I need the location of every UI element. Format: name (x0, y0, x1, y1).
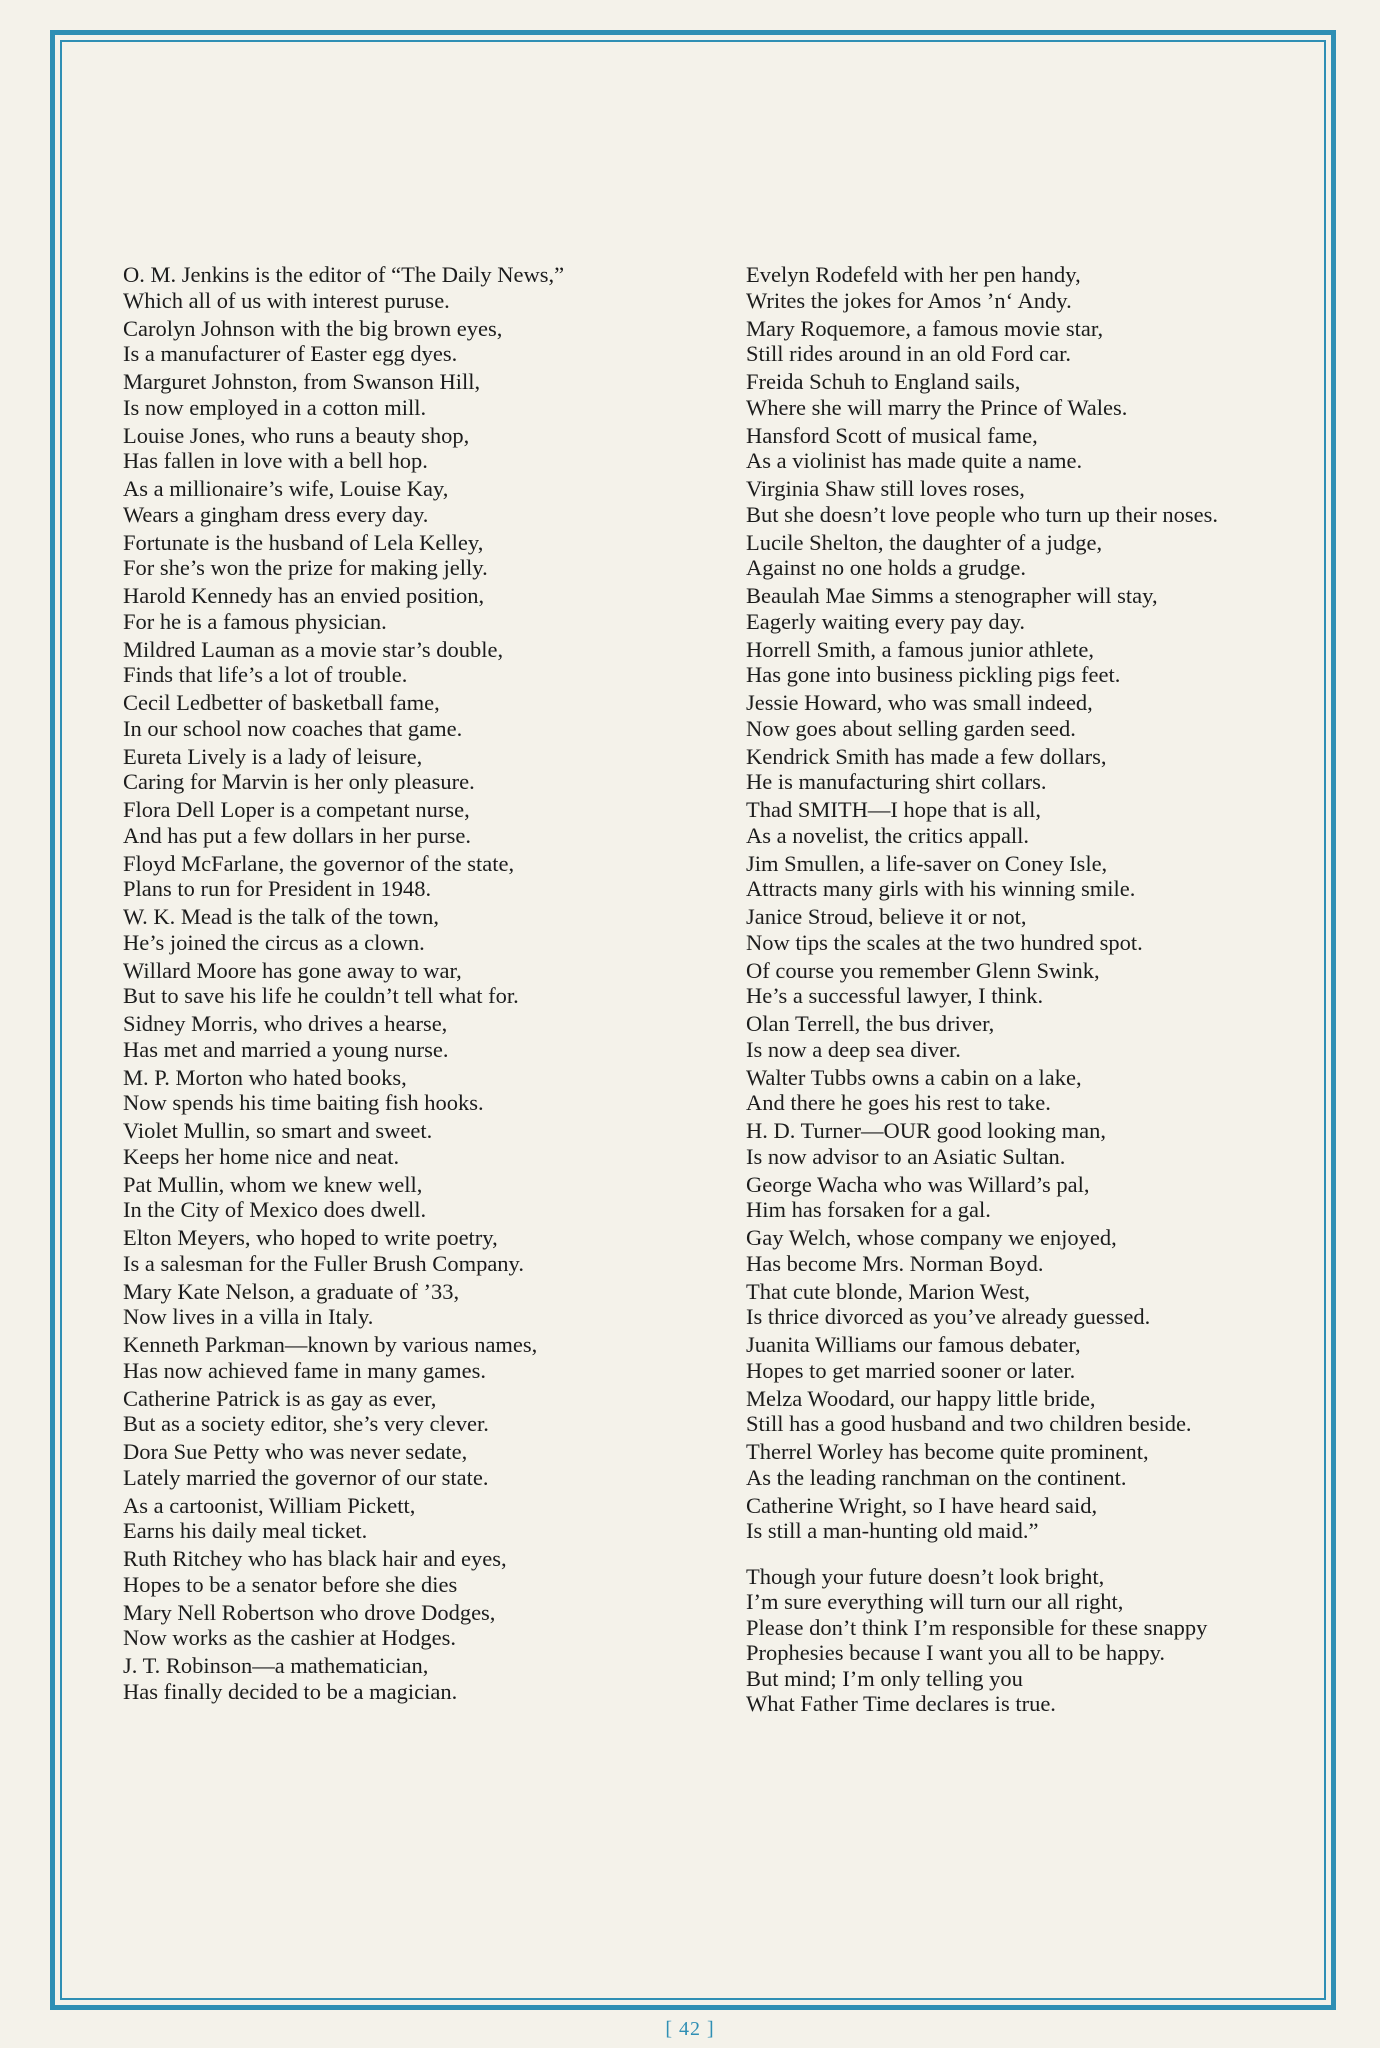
poem-line: Now tips the scales at the two hundred spot. (746, 929, 1143, 955)
poem-line: Kenneth Parkman—known by various names, (123, 1332, 538, 1357)
poem-line: Has become Mrs. Norman Boyd. (746, 1250, 1044, 1276)
poem-line: Evelyn Rodefeld with her pen handy, (746, 262, 1081, 287)
poem-line: W. K. Mead is the talk of the town, (123, 904, 439, 929)
poem-line: Of course you remember Glenn Swink, (746, 957, 1100, 983)
couplet (123, 476, 703, 527)
poem-line: Eureta Lively is a lady of leisure, (123, 743, 423, 769)
poem-line: Melza Woodard, our happy little bride, (746, 1385, 1096, 1411)
closing-line: But mind; I’m only telling you (746, 1665, 1023, 1691)
poem-line: Violet Mullin, so smart and sweet. (123, 1118, 433, 1143)
poem-line: Is now advisor to an Asiatic Sultan. (746, 1143, 1066, 1169)
poem-line: For he is a famous physician. (123, 608, 387, 634)
couplet (123, 1439, 703, 1490)
poem-line: Louise Jones, who runs a beauty shop, (123, 422, 470, 448)
couplet (746, 1011, 1346, 1062)
poem-line: Sidney Morris, who drives a hearse, (123, 1011, 448, 1036)
poem-line: Freida Schuh to England sails, (746, 369, 1021, 394)
couplet (746, 262, 1346, 313)
poem-line: Still rides around in an old Ford car. (746, 341, 1071, 366)
right-stanza-list (746, 262, 1346, 1544)
poem-line: Kendrick Smith has made a few dollars, (746, 743, 1107, 769)
poem-line: Catherine Patrick is as gay as ever, (123, 1385, 437, 1411)
couplet (746, 1439, 1346, 1490)
poem-line: Is thrice divorced as you’ve already guessed. (746, 1304, 1151, 1329)
poem-line: As the leading ranchman on the continent. (746, 1464, 1127, 1490)
poem-line: Marguret Johnston, from Swanson Hill, (123, 369, 481, 394)
poem-line: Virginia Shaw still loves roses, (746, 476, 1025, 501)
poem-line: Hansford Scott of musical fame, (746, 422, 1038, 448)
poem-line: But she doesn’t love people who turn up their noses. (746, 501, 1219, 527)
poem-line: Earns his daily meal ticket. (123, 1518, 368, 1543)
couplet (746, 1386, 1346, 1437)
poem-right-column (746, 262, 1346, 1717)
poem-line: M. P. Morton who hated books, (123, 1064, 407, 1090)
closing-stanza (746, 1564, 1346, 1717)
poem-line: Olan Terrell, the bus driver, (746, 1011, 995, 1036)
poem-line: Harold Kennedy has an envied position, (123, 583, 485, 608)
couplet (123, 1172, 703, 1223)
couplet (746, 1065, 1346, 1116)
couplet (746, 851, 1346, 902)
poem-line: Is a manufacturer of Easter egg dyes. (123, 341, 458, 366)
poem-line: As a millionaire’s wife, Louise Kay, (123, 476, 449, 501)
couplet (123, 1225, 703, 1276)
poem-line: Juanita Williams our famous debater, (746, 1332, 1081, 1357)
poem-line: Has fallen in love with a bell hop. (123, 448, 428, 473)
closing-line: Though your future doesn’t look bright, (746, 1563, 1105, 1589)
couplet (123, 316, 703, 367)
poem-line: As a cartoonist, William Pickett, (123, 1492, 416, 1518)
poem-line: As a violinist has made quite a name. (746, 448, 1083, 473)
couplet (123, 423, 703, 474)
poem-line: Mary Roquemore, a famous movie star, (746, 315, 1104, 341)
couplet (123, 851, 703, 902)
couplet (123, 1653, 703, 1704)
poem-line: Gay Welch, whose company we enjoyed, (746, 1225, 1117, 1250)
poem-line: Is now employed in a cotton mill. (123, 394, 427, 420)
poem-line: Now spends his time baiting fish hooks. (123, 1090, 484, 1115)
poem-line: Willard Moore has gone away to war, (123, 957, 462, 983)
poem-line: Fortunate is the husband of Lela Kelley, (123, 529, 484, 555)
poem-line: Eagerly waiting every pay day. (746, 608, 1026, 634)
closing-line: Please don’t think I’m responsible for these snappy (746, 1614, 1208, 1640)
couplet (746, 583, 1346, 634)
poem-line: Attracts many girls with his winning smile. (746, 876, 1136, 901)
poem-line: Has met and married a young nurse. (123, 1036, 449, 1062)
poem-line: Is still a man-hunting old maid.” (746, 1518, 1039, 1543)
couplet (123, 958, 703, 1009)
couplet (123, 530, 703, 581)
couplet (123, 1600, 703, 1651)
poem-line: Writes the jokes for Amos ’n‘ Andy. (746, 287, 1072, 313)
couplet (746, 1493, 1346, 1544)
poem-line: Ruth Ritchey who has black hair and eyes, (123, 1546, 507, 1571)
poem-line: Beaulah Mae Simms a stenographer will stay, (746, 583, 1158, 608)
poem-line: But as a society editor, she’s very clever. (123, 1411, 489, 1436)
poem-line: Mary Kate Nelson, a graduate of ’33, (123, 1278, 460, 1304)
poem-line: As a novelist, the critics appall. (746, 822, 1030, 848)
poem-line: Plans to run for President in 1948. (123, 876, 432, 901)
poem-line: Him has forsaken for a gal. (746, 1197, 991, 1222)
poem-line: In our school now coaches that game. (123, 715, 463, 741)
poem-line: Elton Meyers, who hoped to write poetry, (123, 1225, 498, 1250)
poem-line: O. M. Jenkins is the editor of “The Daily News,” (123, 262, 565, 287)
poem-line: Has finally decided to be a magician. (123, 1678, 458, 1704)
poem-line: Lucile Shelton, the daughter of a judge, (746, 529, 1103, 555)
poem-line: Is now a deep sea diver. (746, 1036, 961, 1062)
couplet (123, 744, 703, 795)
poem-line: Therrel Worley has become quite prominent, (746, 1439, 1149, 1464)
couplet (123, 1386, 703, 1437)
poem-line: Dora Sue Petty who was never sedate, (123, 1439, 468, 1464)
couplet (123, 1493, 703, 1544)
couplet (746, 1118, 1346, 1169)
poem-line: Hopes to get married sooner or later. (746, 1357, 1076, 1383)
couplet (123, 1065, 703, 1116)
poem-line: Which all of us with interest puruse. (123, 287, 450, 313)
poem-line: Thad SMITH—I hope that is all, (746, 797, 1041, 822)
closing-line: What Father Time declares is true. (746, 1691, 1056, 1716)
poem-line: Wears a gingham dress every day. (123, 501, 429, 527)
poem-line: Floyd McFarlane, the governor of the state, (123, 850, 515, 876)
poem-line: H. D. Turner—OUR good looking man, (746, 1118, 1107, 1143)
couplet (746, 1172, 1346, 1223)
couplet (123, 1332, 703, 1383)
couplet (746, 530, 1346, 581)
poem-line: Is a salesman for the Fuller Brush Company. (123, 1250, 524, 1276)
poem-line: He’s a successful lawyer, I think. (746, 983, 1044, 1008)
couplet (746, 744, 1346, 795)
poem-line: Keeps her home nice and neat. (123, 1143, 400, 1169)
poem-left-column (123, 262, 703, 1707)
couplet (123, 1279, 703, 1330)
closing-line: Prophesies because I want you all to be happy. (746, 1640, 1166, 1665)
poem-line: In the City of Mexico does dwell. (123, 1197, 427, 1222)
poem-line: Flora Dell Loper is a competant nurse, (123, 797, 470, 822)
couplet (123, 1011, 703, 1062)
poem-line: But to save his life he couldn’t tell what for. (123, 983, 519, 1008)
couplet (123, 583, 703, 634)
poem-line: Still has a good husband and two children beside. (746, 1411, 1192, 1436)
poem-line: Finds that life’s a lot of trouble. (123, 662, 408, 687)
poem-line: George Wacha who was Willard’s pal, (746, 1171, 1090, 1197)
poem-line: Mildred Lauman as a movie star’s double, (123, 636, 504, 662)
couplet (123, 690, 703, 741)
page-number: [ 42 ] (665, 2018, 715, 2040)
poem-line: He’s joined the circus as a clown. (123, 929, 425, 955)
couplet (746, 1332, 1346, 1383)
poem-line: Cecil Ledbetter of basketball fame, (123, 690, 440, 715)
couplet (746, 904, 1346, 955)
couplet (746, 690, 1346, 741)
poem-line: Lately married the governor of our state. (123, 1464, 489, 1490)
poem-line: J. T. Robinson—a mathematician, (123, 1653, 429, 1678)
poem-line: Janice Stroud, believe it or not, (746, 904, 1027, 929)
couplet (123, 904, 703, 955)
poem-line: Carolyn Johnson with the big brown eyes, (123, 315, 503, 341)
couplet (746, 423, 1346, 474)
couplet (123, 637, 703, 688)
couplet (123, 369, 703, 420)
couplet (123, 1118, 703, 1169)
poem-line: Jim Smullen, a life-saver on Coney Isle, (746, 850, 1108, 876)
closing-line: I’m sure everything will turn our all right, (746, 1589, 1124, 1614)
poem-line: Has now achieved fame in many games. (123, 1357, 486, 1383)
poem-line: And has put a few dollars in her purse. (123, 822, 472, 848)
poem-line: Now goes about selling garden seed. (746, 715, 1076, 741)
couplet (746, 797, 1346, 848)
poem-line: Walter Tubbs owns a cabin on a lake, (746, 1064, 1082, 1090)
couplet (746, 316, 1346, 367)
couplet (746, 958, 1346, 1009)
poem-line: Mary Nell Robertson who drove Dodges, (123, 1599, 496, 1625)
poem-line: Now works as the cashier at Hodges. (123, 1625, 457, 1650)
couplet (746, 369, 1346, 420)
poem-line: Horrell Smith, a famous junior athlete, (746, 636, 1095, 662)
poem-line: For she’s won the prize for making jelly. (123, 555, 488, 580)
couplet (746, 1225, 1346, 1276)
poem-line: Hopes to be a senator before she dies (123, 1571, 458, 1597)
poem-line: That cute blonde, Marion West, (746, 1278, 1030, 1304)
couplet (746, 476, 1346, 527)
couplet (123, 1546, 703, 1597)
couplet (746, 637, 1346, 688)
poem-line: Has gone into business pickling pigs feet. (746, 662, 1121, 687)
poem-line: Now lives in a villa in Italy. (123, 1304, 374, 1329)
poem-line: Pat Mullin, whom we knew well, (123, 1171, 423, 1197)
poem-line: Caring for Marvin is her only pleasure. (123, 769, 475, 794)
poem-line: Catherine Wright, so I have heard said, (746, 1492, 1098, 1518)
poem-line: Against no one holds a grudge. (746, 555, 1026, 580)
poem-line: Jessie Howard, who was small indeed, (746, 690, 1093, 715)
poem-line: Where she will marry the Prince of Wales. (746, 394, 1128, 420)
poem-line: He is manufacturing shirt collars. (746, 769, 1047, 794)
couplet (123, 262, 703, 313)
poem-line: And there he goes his rest to take. (746, 1090, 1051, 1115)
couplet (746, 1279, 1346, 1330)
couplet (123, 797, 703, 848)
